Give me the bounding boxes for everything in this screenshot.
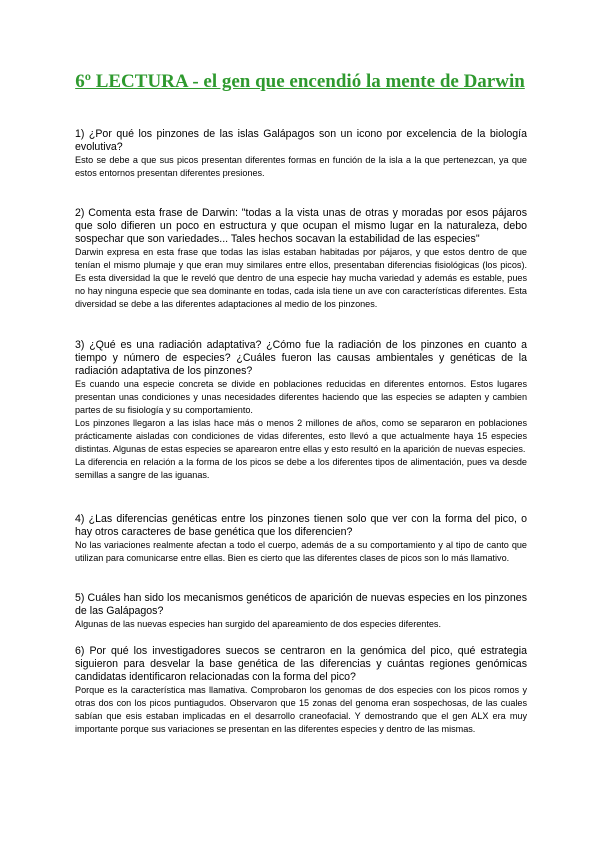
qa-block-1 [75, 128, 527, 180]
answer-2: Darwin expresa en esta frase que todas las islas estaban habitadas por pájaros, y que estos dentro de que tenían el mismo plumaje y que eran muy similares entre ellos, presentaban diferencias fisiológicas (los picos). Es esta diversidad la que le reveló que dentro de una especie hay mucha variedad y además es estable, pues no hay ninguna especie que sea dominante en todas, cada isla tiene un ave con características diferentes. Esta diversidad se debe a las diferentes adaptaciones al medio de los pinzones. [75, 247, 527, 309]
qa-block-4 [75, 513, 527, 565]
qa-block-5 [75, 592, 527, 631]
qa-block-6 [75, 645, 527, 736]
answer-6: Porque es la característica mas llamativa. Comprobaron los genomas de dos especies con los picos romos y otras dos con los picos puntiagudos. Observaron que 15 zonas del genoma eran sospechosas, de las cuales sabían que esis estaban implicadas en el desarrollo craneofacial. Y demostrando que el gen ALX era muy importante porque sus variaciones se presentan en las diferentes especies y dentro de las mismas. [75, 685, 527, 734]
question-1: 1) ¿Por qué los pinzones de las islas Galápagos son un icono por excelencia de la biología evolutiva? [75, 128, 527, 153]
question-2: 2) Comenta esta frase de Darwin: "todas a la vista unas de otras y moradas por esos pájaros que solo difieren un poco en estructura y que ocupan el mismo lugar en la naturaleza, debo sospechar que son variedades... Tales hechos socavan la estabilidad de las especies" [75, 207, 527, 245]
qa-block-3 [75, 339, 527, 482]
answer-1: Esto se debe a que sus picos presentan diferentes formas en función de la isla a la que pertenezcan, ya que estos entornos presentan diferentes presiones. [75, 155, 527, 178]
qa-block-2 [75, 207, 527, 311]
answer-3-paragraph-1: Es cuando una especie concreta se divide en poblaciones reducidas en diferentes entornos. Estos lugares presentan unas condiciones y unas necesidades diferentes haciendo que las especies se adapten y cambien partes de su fisiología y su comportamiento. [75, 379, 527, 415]
question-5: 5) Cuáles han sido los mecanismos genéticos de aparición de nuevas especies en los pinzones de las Galápagos? [75, 592, 527, 617]
question-4: 4) ¿Las diferencias genéticas entre los pinzones tienen solo que ver con la forma del pico, o hay otros caracteres de base genética que los diferencien? [75, 513, 527, 538]
question-6: 6) Por qué los investigadores suecos se centraron en la genómica del pico, qué estrategia siguieron para desvelar la base genética de las diferencias y cuántas regiones genómicas candidatas identificaron relacionadas con la forma del pico? [75, 645, 527, 683]
document-title: 6º LECTURA - el gen que encendió la mente de Darwin [75, 71, 525, 92]
answer-4: No las variaciones realmente afectan a todo el cuerpo, además de a su comportamiento y al tipo de canto que utilizan para comunicarse entre ellas. Bien es cierto que las diferentes clases de picos son lo más llamativo. [75, 540, 527, 563]
answer-3-paragraph-2: Los pinzones llegaron a las islas hace más o menos 2 millones de años, como se separaron en poblaciones prácticamente aisladas con condiciones de vidas diferentes, esto llevó a que actualmente haya 15 especies distintas. Algunas de estas especies se aparearon entre ellas y esto resultó en la aparición de nuevas especies. [75, 418, 527, 454]
answer-5: Algunas de las nuevas especies han surgido del apareamiento de dos especies diferentes. [75, 619, 442, 629]
question-3: 3) ¿Qué es una radiación adaptativa? ¿Cómo fue la radiación de los pinzones en cuanto a tiempo y número de especies? ¿Cuáles fueron las causas ambientales y genéticas de la radiación adaptativa de los pinzones? [75, 339, 527, 377]
answer-3-paragraph-3: La diferencia en relación a la forma de los picos se debe a los diferentes tipos de alimentación, pues va desde semillas a sangre de las iguanas. [75, 457, 527, 480]
